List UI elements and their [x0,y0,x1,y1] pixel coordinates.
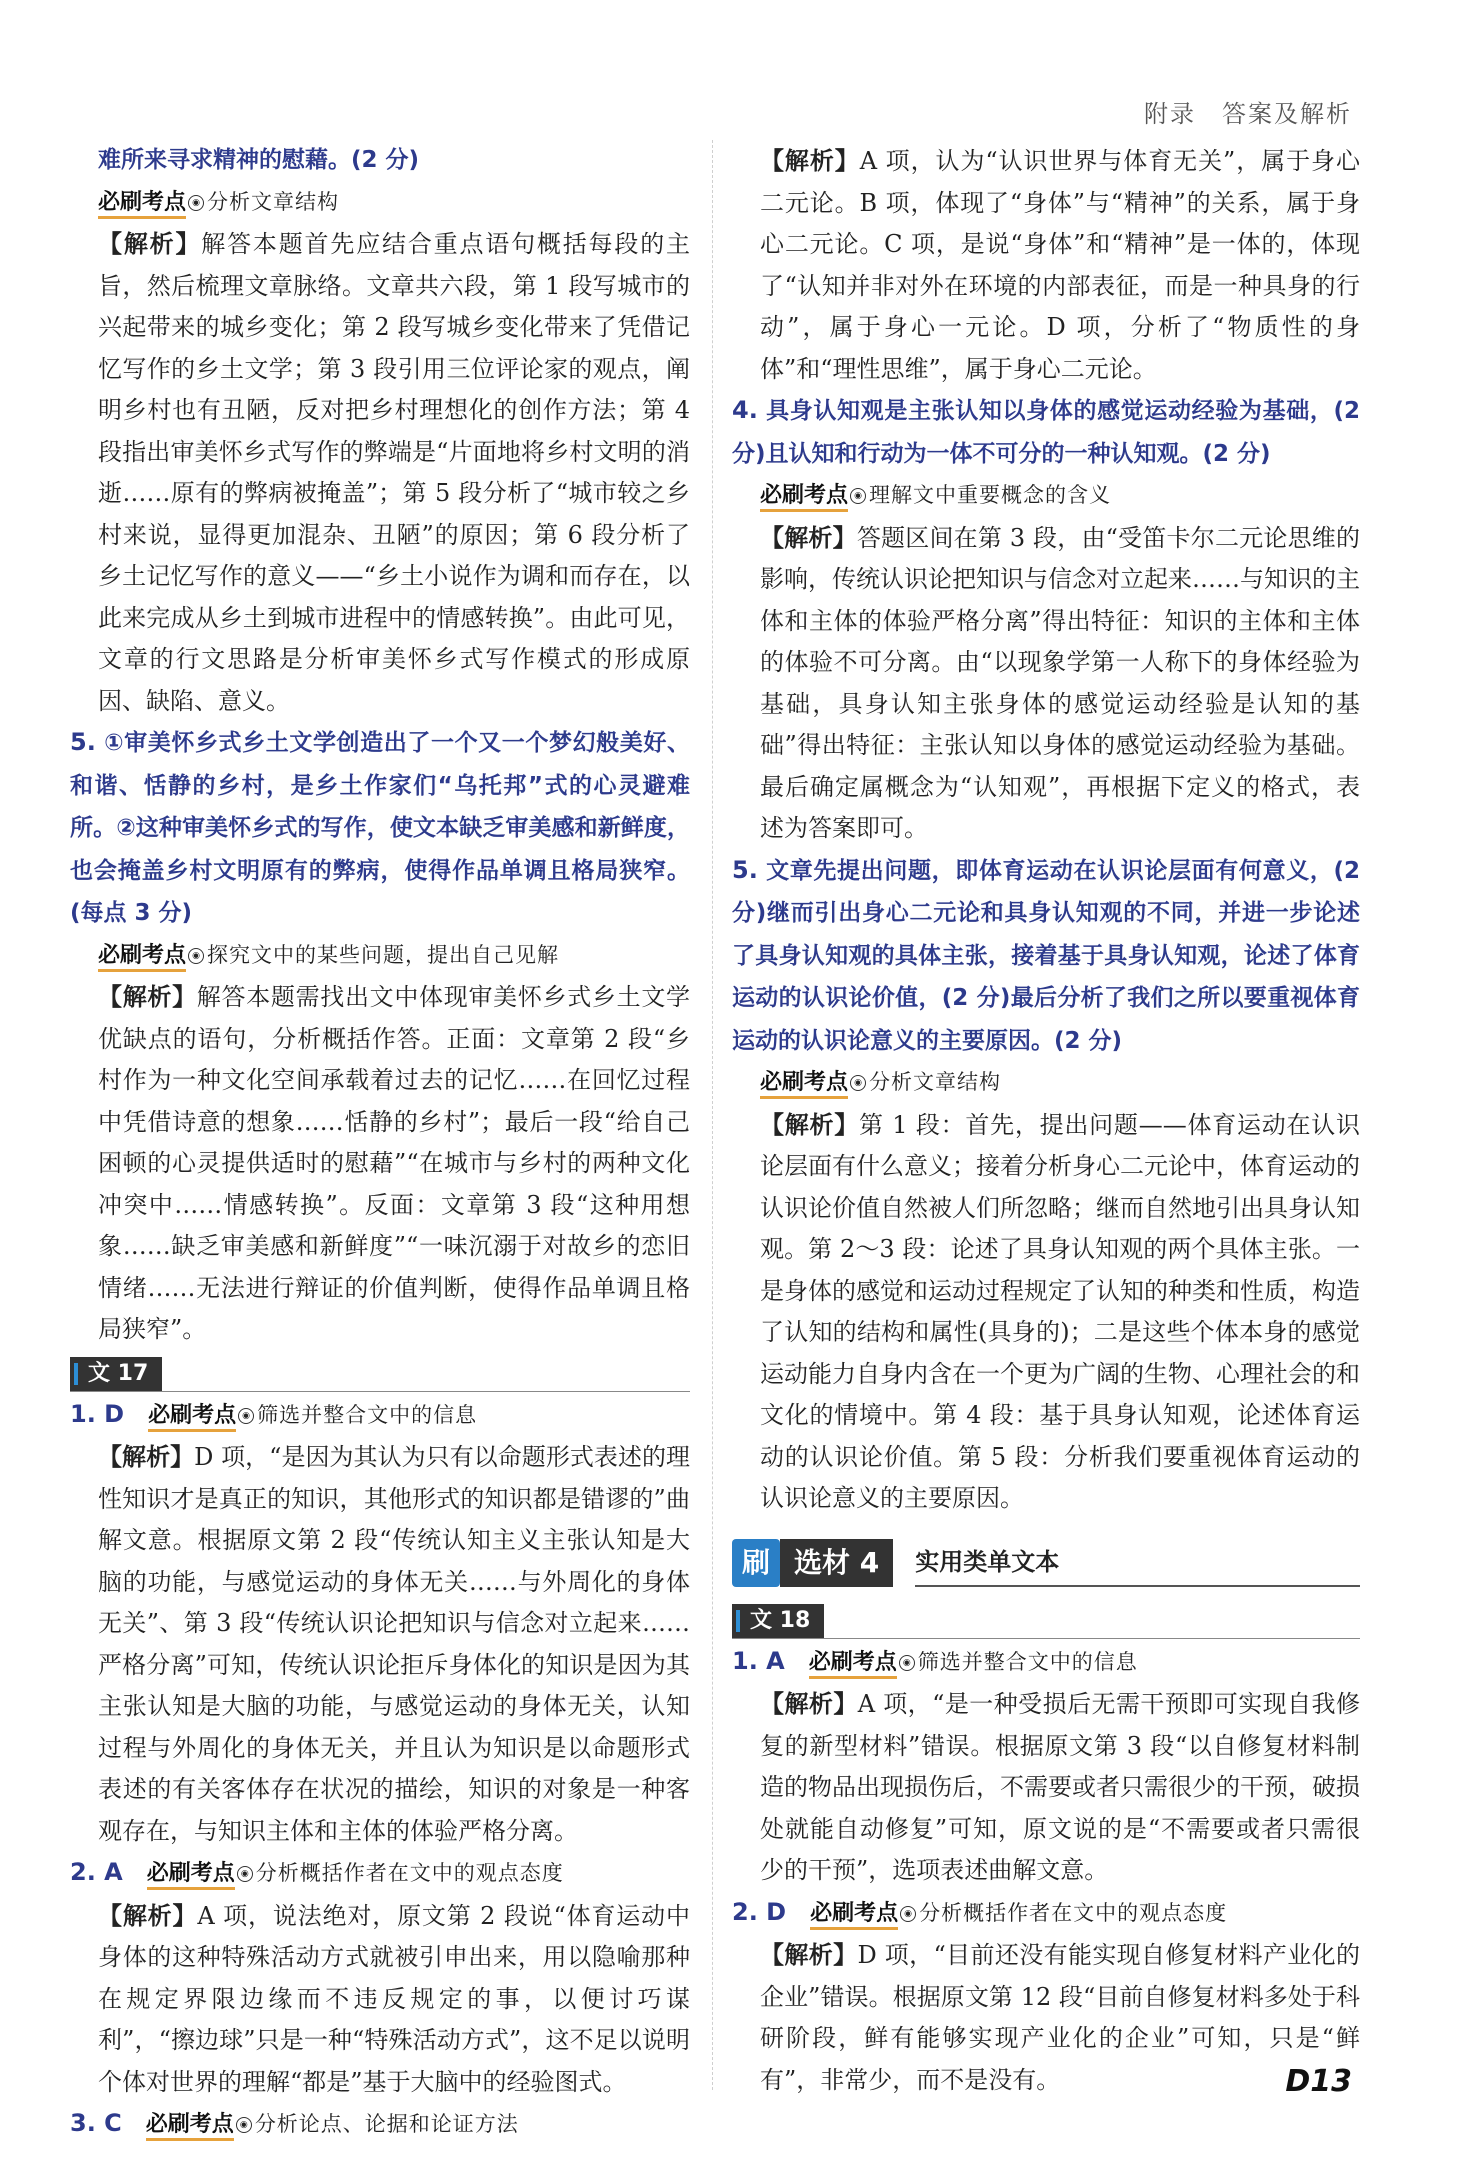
target-icon: ◉ [236,2117,252,2133]
analysis-paragraph [732,140,1360,390]
analysis-paragraph [70,223,690,722]
key-point-text: 分析文章结构 [207,189,340,214]
question-number: 2. D [732,1897,787,1926]
answer-text: ①审美怀乡式乡土文学创造出了一个又一个梦幻般美好、和谐、恬静的乡村，是乡土作家们“乌托邦”式的心灵避难所。②这种审美怀乡式的写作，使文本缺乏审美感和新鲜度，也会掩盖乡村文明原有的弊病，使得作品单调且格局狭窄。(每点 3 分) [70,730,690,926]
key-point [147,1861,564,1886]
key-point-text: 分析文章结构 [869,1070,1002,1094]
analysis-paragraph [732,1683,1360,1892]
section-banner [732,1534,1360,1592]
key-point-label: 必刷考点 [810,1901,898,1930]
column-divider [712,140,713,2090]
key-point-text: 筛选并整合文中的信息 [917,1649,1138,1674]
key-point-label: 必刷考点 [147,1861,235,1890]
key-point-text: 分析论点、论据和论证方法 [254,2112,519,2136]
analysis-text: 解答本题需找出文中体现审美怀乡式乡土文学优缺点的语句，分析概括作答。正面：文章第 2 段“乡村作为一种文化空间承载着过去的记忆……在回忆过程中凭借诗意的想象……恬静的乡村”；最后一段“给自己困顿的心灵提供适时的慰藉”“在城市与乡村的两种文化冲突中……情感转换”。反面：文章第 3 段“这种用想象……缺乏审美感和新鲜度”“一味沉溺于对故乡的恋旧情绪……无法进行辩证的价值判断，使得作品单调且格局狭窄”。 [98,983,691,1343]
key-point-label: 必刷考点 [146,2112,234,2141]
shua-badge: 刷 [732,1539,780,1587]
key-point [148,1403,477,1428]
question-number: 3. C [70,2109,122,2137]
analysis-label: 【解析】 [760,522,857,552]
target-icon: ◉ [238,1408,254,1424]
analysis-label: 【解析】 [760,1689,858,1718]
question-number: 1. D [70,1399,125,1428]
question-number: 5. [70,728,96,756]
answer-text: 文章先提出问题，即体育运动在认识论层面有何意义，(2 分)继而引出身心二元论和具身认知观的不同，并进一步论述了具身认知观的具体主张，接着基于具身认知观，论述了体育运动的认识论价值，(2 分)最后分析了我们之所以要重视体育运动的认识论意义的主要原因。(2 分) [732,857,1360,1054]
target-icon: ◉ [900,1906,916,1922]
analysis-paragraph [70,1436,690,1852]
question-1 [732,1641,1360,1684]
analysis-paragraph [732,1934,1360,2101]
target-icon: ◉ [237,1866,253,1882]
material-category: 实用类单文本 [915,1539,1360,1587]
key-point-text: 理解文中重要概念的含义 [869,483,1112,507]
question-number: 4. [732,396,758,424]
key-point [732,1062,1360,1104]
question-5 [70,722,690,935]
key-point-text: 筛选并整合文中的信息 [257,1402,478,1427]
analysis-text: 解答本题首先应结合重点语句概括每段的主旨，然后梳理文章脉络。文章共六段，第 1 段写城市的兴起带来的城乡变化；第 2 段写城乡变化带来了凭借记忆写作的乡土文学；第 3 段引用三位评论家的观点，阐明乡村也有丑陋，反对把乡村理想化的创作方法；第 4 段指出审美怀乡式写作的弊端是“片面地将乡村文明的消逝……原有的弊病被掩盖”；第 5 段分析了“城市较之乡村来说，显得更加混杂、丑陋”的原因；第 6 段分析了乡土记忆写作的意义——“乡土小说作为调和而存在，以此来完成从乡土到城市进程中的情感转换”。由此可见，文章的行文思路是分析审美怀乡式写作模式的形成原因、缺陷、意义。 [98,230,691,715]
analysis-text: A 项，“是一种受损后无需干预即可实现自我修复的新型材料”错误。根据原文第 3 段“以自修复材料制造的物品出现损伤后，不需要或者只需很少的干预，破损处就能自动修复”可知，原文说的是“不需要或者只需很少的干预”，选项表述曲解文意。 [760,1690,1360,1884]
key-point [809,1650,1138,1675]
answer-text: 难所来寻求精神的慰藉。(2 分) [98,147,420,173]
analysis-label: 【解析】 [98,1900,198,1930]
section-rule [70,1391,690,1392]
target-icon: ◉ [850,488,866,504]
left-column [70,140,690,2146]
question-3 [70,2103,690,2146]
analysis-label: 【解析】 [760,1940,858,1969]
analysis-text: A 项，认为“认识世界与体育无关”，属于身心二元论。B 项，体现了“身体”与“精神”的关系，属于身心二元论。C 项，是说“身体”和“精神”是一体的，体现了“认知并非对外在环境的内部表征，而是一种具身的行动”，属于身心一元论。D 项，分析了“物质性的身体”和“理性思维”，属于身心二元论。 [760,147,1360,383]
target-icon: ◉ [899,1655,915,1671]
question-number: 5. [732,855,758,884]
analysis-text: A 项，说法绝对，原文第 2 段说“体育运动中身体的这种特殊活动方式就被引申出来，用以隐喻那种在规定界限边缘而不违反规定的事，以便讨巧谋利”，“擦边球”只是一种“特殊活动方式”，这不足以说明个体对世界的理解“都是”基于大脑中的经验图式。 [98,1901,690,2096]
question-5 [732,850,1360,1063]
analysis-text: 答题区间在第 3 段，由“受笛卡尔二元论思维的影响，传统认识论把知识与信念对立起来……与知识的主体和主体的体验严格分离”得出特征：知识的主体和主体的体验不可分离。由“以现象学第一人称下的身体经验为基础，具身认知主张身体的感觉运动经验是认知的基础”得出特征：主张认知以身体的感觉运动经验为基础。最后确定属概念为“认知观”，再根据下定义的格式，表述为答案即可。 [760,523,1361,842]
key-point [70,935,690,977]
key-point-label: 必刷考点 [760,483,848,512]
key-point-label: 必刷考点 [98,190,186,219]
page-header: 附录 答案及解析 [1144,100,1352,128]
analysis-label: 【解析】 [98,229,202,258]
target-icon: ◉ [188,195,204,211]
question-number: 2. A [70,1858,123,1886]
page-number: D13 [1285,2064,1352,2099]
question-1 [70,1394,690,1437]
analysis-label: 【解析】 [98,982,197,1011]
key-point-text: 分析概括作者在文中的观点态度 [255,1861,564,1885]
analysis-paragraph [732,517,1360,850]
question-2 [732,1892,1360,1935]
question-4 [732,390,1360,475]
analysis-text: D 项，“是因为其认为只有以命题形式表述的理性知识才是真正的知识，其他形式的知识都是错谬的”曲解文意。根据原文第 2 段“传统认知主义主张认知是大脑的功能，与感觉运动的身体无关……与外周化的身体无关”、第 3 段“传统认识论把知识与信念对立起来……严格分离”可知，传统认识论拒斥身体化的知识是因为其主张认知是大脑的功能，与感觉运动的身体无关，认知过程与外周化的身体无关，并且认为知识是以命题形式表述的有关客体存在状况的描绘，知识的对象是一种客观存在，与知识主体和主体的体验严格分离。 [98,1443,691,1845]
answer-text: 具身认知观是主张认知以身体的感觉运动经验为基础，(2 分)且认知和行动为一体不可分的一种认知观。(2 分) [732,398,1360,467]
analysis-text: D 项，“目前还没有能实现自修复材料产业化的企业”错误。根据原文第 12 段“目前自修复材料多处于科研阶段，鲜有能够实现产业化的企业”可知，只是“鲜有”，非常少，而不是没有。 [760,1941,1361,2094]
analysis-label: 【解析】 [760,1109,860,1139]
key-point-label: 必刷考点 [98,943,186,972]
key-point [732,475,1360,517]
analysis-label: 【解析】 [760,146,860,175]
key-point-text: 探究文中的某些问题，提出自己见解 [207,942,560,967]
key-point-text: 分析概括作者在文中的观点态度 [919,1900,1228,1925]
material-label: 选材 4 [780,1539,893,1587]
section-tag-17: 文 17 [70,1357,162,1391]
key-point [146,2112,519,2137]
key-point-label: 必刷考点 [148,1403,236,1432]
analysis-paragraph [732,1104,1360,1520]
target-icon: ◉ [188,948,204,964]
key-point-label: 必刷考点 [760,1070,848,1099]
target-icon: ◉ [850,1075,866,1091]
key-point [70,182,690,224]
analysis-label: 【解析】 [98,1442,195,1471]
analysis-paragraph [70,1895,690,2104]
section-rule [732,1638,1360,1639]
analysis-text: 第 1 段：首先，提出问题——体育运动在认识论层面有什么意义；接着分析身心二元论中，体育运动的认识论价值自然被人们所忽略；继而自然地引出具身认知观。第 2～3 段：论述了具身认知观的两个具体主张。一是身体的感觉和运动过程规定了认知的种类和性质，构造了认知的结构和属性(具身的)；二是这些个体本身的感觉运动能力自身内含在一个更为广阔的生物、心理社会的和文化的情境中。第 4 段：基于具身认知观，论述体育运动的认识论价值。第 5 段：分析我们要重视体育运动的认识论意义的主要原因。 [760,1110,1361,1512]
question-number: 1. A [732,1646,785,1675]
section-tag-18: 文 18 [732,1604,824,1638]
right-column [732,140,1360,2101]
key-point [810,1901,1227,1926]
question-2 [70,1852,690,1895]
key-point-label: 必刷考点 [809,1650,897,1679]
analysis-paragraph [70,976,690,1351]
